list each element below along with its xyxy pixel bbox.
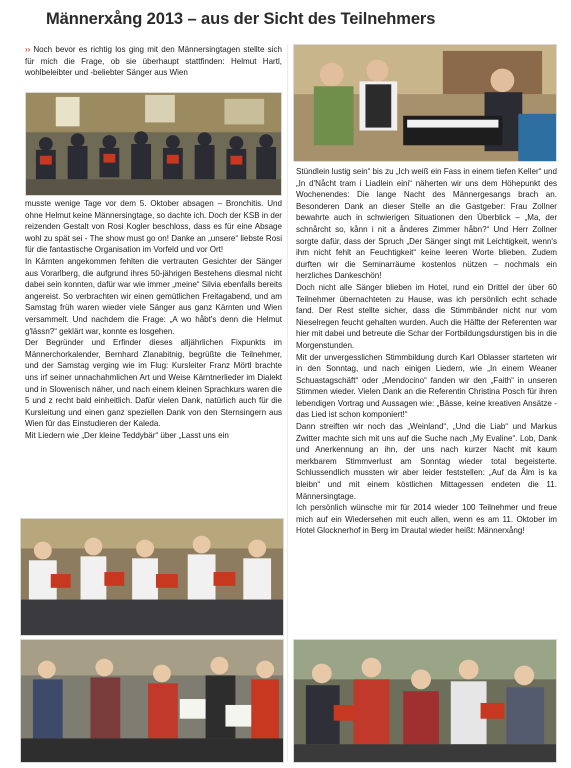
chevron-icon: ››: [25, 45, 31, 54]
article-title: Männerxång 2013 – aus der Sicht des Teilnehmers: [46, 10, 436, 28]
paragraph: Der Begründer und Erfinder dieses alljährlichen Fixpunkts im Männerchorkalender, Bernhard Zlanabitnig, begrüßte die Teilnehmer, und der Samstag verging wie im Flug: Kursleiter Franz Mörtl brachte uns irf seiner unnachahmlichen Art und Weise Kärntnerlieder im Dialekt und in Slowenisch näher, und nach einem kleinen Sprachkurs waren die 5 und z recht bald einheitlich. Dafür vielen Dank, natürlich auch für die Kursleitung und einen ganz speziellen Dank von den Sternsingern aus Wien für das Einstudieren der Kaleda.: [25, 338, 282, 429]
photo-choir-room-image: [26, 93, 281, 195]
photo-singers-sheets-image: [21, 640, 283, 762]
photo-choir-room: [25, 92, 282, 196]
paragraph: Mit Liedern wie „Der kleine Teddybär“ über „Lasst uns ein: [25, 430, 229, 440]
photo-choir-bottom-image: [294, 640, 556, 762]
photo-choir-bottom: [293, 639, 557, 763]
photo-singers-sheets: [20, 639, 284, 763]
column-divider: [287, 44, 288, 762]
photo-piano-referents: [293, 44, 557, 162]
paragraph: Mit der unvergesslichen Stimmbildung durch Karl Oblasser starteten wir in den Sonntag, und nach einigen Liedern, wie „In einem Weaner Schuastagschäft“ oder „Mendocino“ fanden wir den „Faith“ in unseren Stimmen wieder. Vielen Dank an die Referentin Christina Posch für ihren lebendigen Vortrag und Aussagen wie: „Bässe, keine kreativen Ansätze - das Lied ist schon komponiert!“: [296, 352, 557, 420]
photo-singers-folders: [20, 518, 284, 636]
paragraph: musste wenige Tage vor dem 5. Oktober absagen – Bronchitis. Und ohne Helmut keine Männersingtage, so dachte ich. Doch der KSB in der reizenden Gestalt von Rosi Kogler beschloss, dass es für eine Absage wohl zu spät sei - The show must go on! Danke an „unsere“ liebste Rosi für die fantastische Organisation im Vorfeld und vor Ort!: [25, 199, 282, 255]
left-column-intro: [25, 44, 282, 90]
left-column-body: [25, 198, 282, 518]
paragraph: Doch nicht alle Sänger blieben im Hotel, rund ein Drittel der über 60 Teilnehmer übernachteten zu Hause, was ich persönlich echt schade fand. Der Rest stellte sicher, dass die Stimmbänder nicht nur vom Nieselregen feucht gehalten wurden. Auch die Hälfte der Referenten war hier mit dabei und betreute die Schar der Fortbildungsdurstigen bis in die Morgenstunden.: [296, 282, 557, 350]
paragraph: In Kärnten angekommen fehlten die vertrauten Gesichter der Sänger aus Vorarlberg, die aufgrund ihres 50-jährigen Bestehens diesmal nicht dabei sein konnten, dafür war wie immer „meine“ Silvia ebenfalls bereits angereist. So verbrachten wir einen gemütlichen Freitagabend, und am Samstag früh waren wieder viele Sänger aus ganz Kärnten und Wien versammelt. Und nachdem die Frage: „A wo håbt's denn die Helmut g'lässn?“ geklärt war, konnte es losgehen.: [25, 256, 282, 336]
paragraph: Ich persönlich wünsche mir für 2014 wieder 100 Teilnehmer und freue mich auf ein Wiedersehen mit euch allen, wenn es am 11. Oktober im Hotel Glocknerhof in Berg im Drautal wieder heißt: Männerxång!: [296, 503, 557, 536]
paragraph: Stündlein lustig sein“ bis zu „Ich weiß ein Fass in einem tiefen Keller“ und „In d'Nåcht tram i Liadlein eini“ näherten wir uns dem Höhepunkt des Wochenendes: Die lange Nacht des Männergesangs brach an. Besonderen Dank an dieser Stelle an die Gastgeber: Frau Zollner bewahrte auch in schwierigen Situationen den Überblick – „Ma, der schnårcht so, kånn i nit a ånderes Zimmer håbn?“ Und Herr Zollner sorgte dafür, dass der Spruch „Der Sänger singt mit Leichtigkeit, wenn's ihm nicht fehlt an Feuchtigkeit“ keine leeren Worte blieben. Zudem durften wir die Seminarräume kostenlos nützen – nochmals ein herzliches Dankeschön!: [296, 167, 557, 281]
intro-paragraph: [25, 44, 282, 79]
right-column-body: [296, 166, 557, 636]
intro-text: Noch bevor es richtig los ging mit den Männersingtagen stellte sich für mich die Frage, ob sie überhaupt stattfinden: Helmut Hartl, wohlbeleibter und -beliebter Sänger aus Wien: [25, 45, 282, 78]
photo-singers-folders-image: [21, 519, 283, 635]
paragraph: Dann streiften wir noch das „Weinland“, „Und die Liab“ und Markus Zwitter machte sich mit uns auf die Suche nach „My Evaline“. Lob, Dank und Anerkennung an ihn, der uns nach kurzer Nacht mit kaum merkbarem Stimmverlust am Sonntag wieder total begeisterte. Schlussendlich mussten wir aber leider feststellen: „Auf da Ålm is ka bleibn“ und mit einem köstlichen Mittagessen endeten die 11. Männersingtage.: [296, 422, 557, 501]
photo-piano-referents-image: [294, 45, 556, 161]
